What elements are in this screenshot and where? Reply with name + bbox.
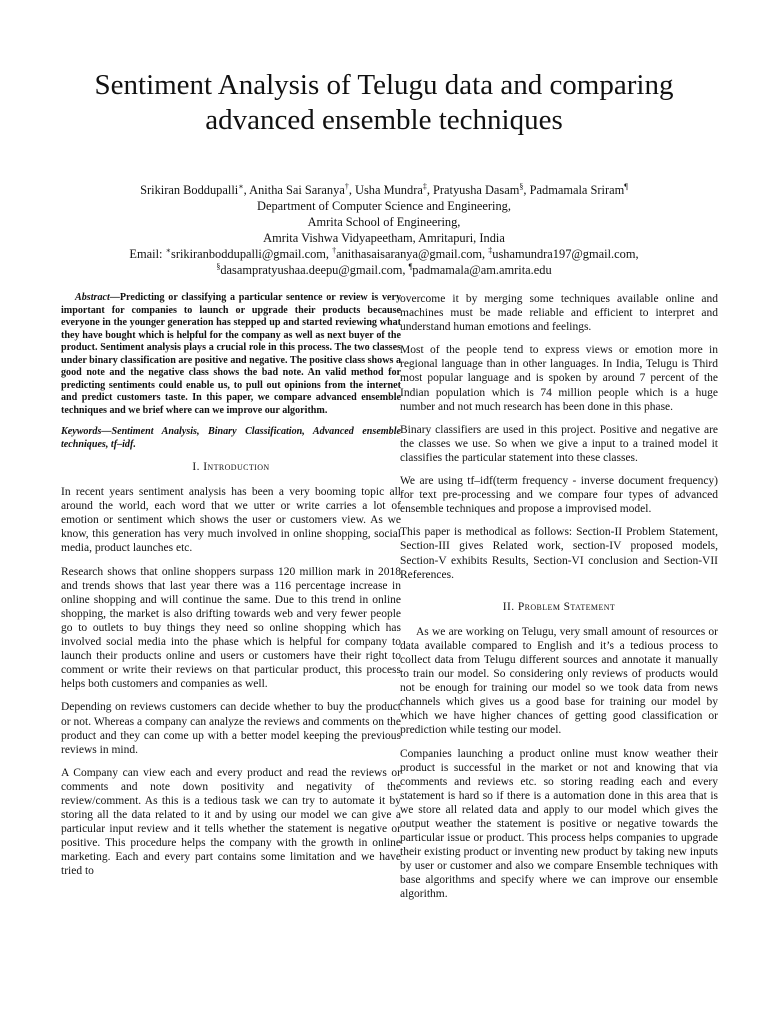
paragraph: Depending on reviews customers can decide whether to buy the product or not. Whereas a company can analyze the reviews and comments on the product and they can come up with a better model keeping the previous reviews in mind.	[61, 701, 401, 756]
section-heading-introduction	[61, 460, 401, 474]
paper-title	[40, 68, 728, 138]
paragraph: In recent years sentiment analysis has been a very booming topic all around the world, each word that we utter or write carries a lot of emotion or sentiment which shows the user or customers view. As we know, this generation has very much involved in online shopping, social media, product launches etc.	[61, 486, 401, 555]
abstract	[61, 292, 401, 417]
author-mark: †	[344, 181, 349, 191]
section-heading-problem-statement	[400, 600, 718, 614]
email-address: ushamundra197@gmail.com,	[492, 247, 639, 261]
paragraph: Most of the people tend to express views or emotion more in regional language than in other languages. In India, Telugu is Third most popular language and is spoken by around 7 percent of the Indian population which is 74 million people which is a huge number and not much research has been done in this phase.	[400, 344, 718, 413]
email-address: anithasaisaranya@gmail.com,	[336, 247, 489, 261]
author-name: , Padmamala Sriram	[523, 183, 625, 197]
email-mark: ∗	[165, 245, 171, 255]
email-address: dasampratyushaa.deepu@gmail.com,	[220, 263, 409, 277]
email-mark: ¶	[408, 261, 413, 271]
affiliation-line: Amrita School of Engineering,	[307, 215, 461, 229]
section-name: Problem Statement	[517, 600, 616, 613]
author-mark: ∗	[238, 181, 244, 191]
paragraph: A Company can view each and every product and read the reviews or comments and note down positivity and negativity of the review/comment. As this is a tedious task we can try to automate it by storing all the data related to it and by using our model we can give a particular input review and it tells whether the statement is negative or positive. This procedure helps the company with the growth in online marketing. Each and every part contains some limitation and we have tried to	[61, 766, 401, 878]
author-name: , Usha Mundra	[348, 183, 423, 197]
left-column	[61, 292, 401, 888]
author-mark: §	[519, 181, 524, 191]
section-number: II.	[502, 600, 518, 613]
author-mark: ¶	[624, 181, 628, 191]
email-mark: †	[332, 245, 337, 255]
paragraph: Research shows that online shoppers surpass 120 million mark in 2018 and trends shows that last year there was a 116 percentage increase in online shopping and will continue the same. Due to this trend in online shopping, the market is also drifting towards web and very fewer people go to outlets to buy things they need so online shopping which has involved social media into the phase which is helpful for company to launch their products online and users or customers have their right to comment or write their reviews on that particular product, this process helps both customers and companies as well.	[61, 565, 401, 691]
author-name: Srikiran Boddupalli	[140, 183, 239, 197]
email-address: padmamala@am.amrita.edu	[412, 263, 552, 277]
paragraph: This paper is methodical as follows: Section-II Problem Statement, Section-III gives Related work, section-IV proposed models, Section-V exhibits Results, Section-VI conclusion and Section-VII References.	[400, 526, 718, 581]
paragraph: As we are working on Telugu, very small amount of resources or data available compared to English and it’s a tedious process to collect data from Telugu different sources and annotate it manually to train our model. So considering only reviews of products would not be enough for training our model so we took data from news channels which gives us a good base for training our model by which we have higher chances of getting good classification or prediction while testing our model.	[400, 625, 718, 737]
paragraph: Companies launching a product online must know weather their product is successful in the market or not and knowing that via comments and reviews etc. so storing reading each and every statement is hard so if there is a automation done in this area that is we store all related data and apply to our model which gives the output weather the statement is positive or negative towards the particular issue or product. This process helps companies to upgrade their existing product or inventing new product by taking new inputs by user or customer and also we compare Ensemble techniques with base algorithms and specify where we can improve our ensemble algorithm.	[400, 747, 718, 901]
affiliation-line: Department of Computer Science and Engineering,	[257, 199, 511, 213]
paragraph: overcome it by merging some techniques available online and machines must be made reliable and efficient to interpret and understand human emotions and feelings.	[400, 293, 718, 334]
email-line	[40, 262, 728, 278]
email-mark: ‡	[488, 245, 493, 255]
email-address: srikiranboddupalli@gmail.com,	[171, 247, 333, 261]
section-number: I.	[192, 461, 204, 473]
right-column	[400, 292, 718, 911]
title-line-1: Sentiment Analysis of Telugu data and comparing	[94, 69, 674, 101]
abstract-label: Abstract	[75, 292, 110, 303]
email-line	[40, 246, 728, 262]
author-names	[40, 182, 728, 198]
paragraph: We are using tf–idf(term frequency - inverse document frequency) for text pre-processing and we compare four types of advanced ensemble techniques and propose a improvised model.	[400, 475, 718, 516]
paragraph: Binary classifiers are used in this project. Positive and negative are the classes we use. So when we give a input to a trained model it classifies the particular statement into these classes.	[400, 423, 718, 464]
abstract-text: —Predicting or classifying a particular sentence or review is very important for companies to launch or upgrade their products because everyone in the younger generation has stepped up and started reviewing what they have bought which is helpful for the company as well as next buyer of the product. Sentiment analysis plays a crucial role in this process. The two classes under binary classification are positive and negative. The positive class shows a good note and the negative class shows the bad note. An valid method for predicting sentiments could enable us, to pull out opinions from the internet and predict customers taste. In this paper, we compare advanced ensemble techniques and we brief where can we improve our algorithm.	[61, 292, 401, 416]
author-name: , Pratyusha Dasam	[426, 183, 520, 197]
author-block	[40, 182, 728, 278]
affiliation-line: Amrita Vishwa Vidyapeetham, Amritapuri, India	[263, 231, 505, 245]
email-mark: §	[216, 261, 221, 271]
email-prefix: Email:	[129, 247, 166, 261]
title-line-2: advanced ensemble techniques	[205, 104, 563, 136]
author-name: , Anitha Sai Saranya	[243, 183, 345, 197]
author-mark: ‡	[422, 181, 427, 191]
section-name: Introduction	[203, 461, 270, 473]
keywords: Keywords—Sentiment Analysis, Binary Classification, Advanced ensemble techniques, tf–idf.	[61, 426, 401, 450]
